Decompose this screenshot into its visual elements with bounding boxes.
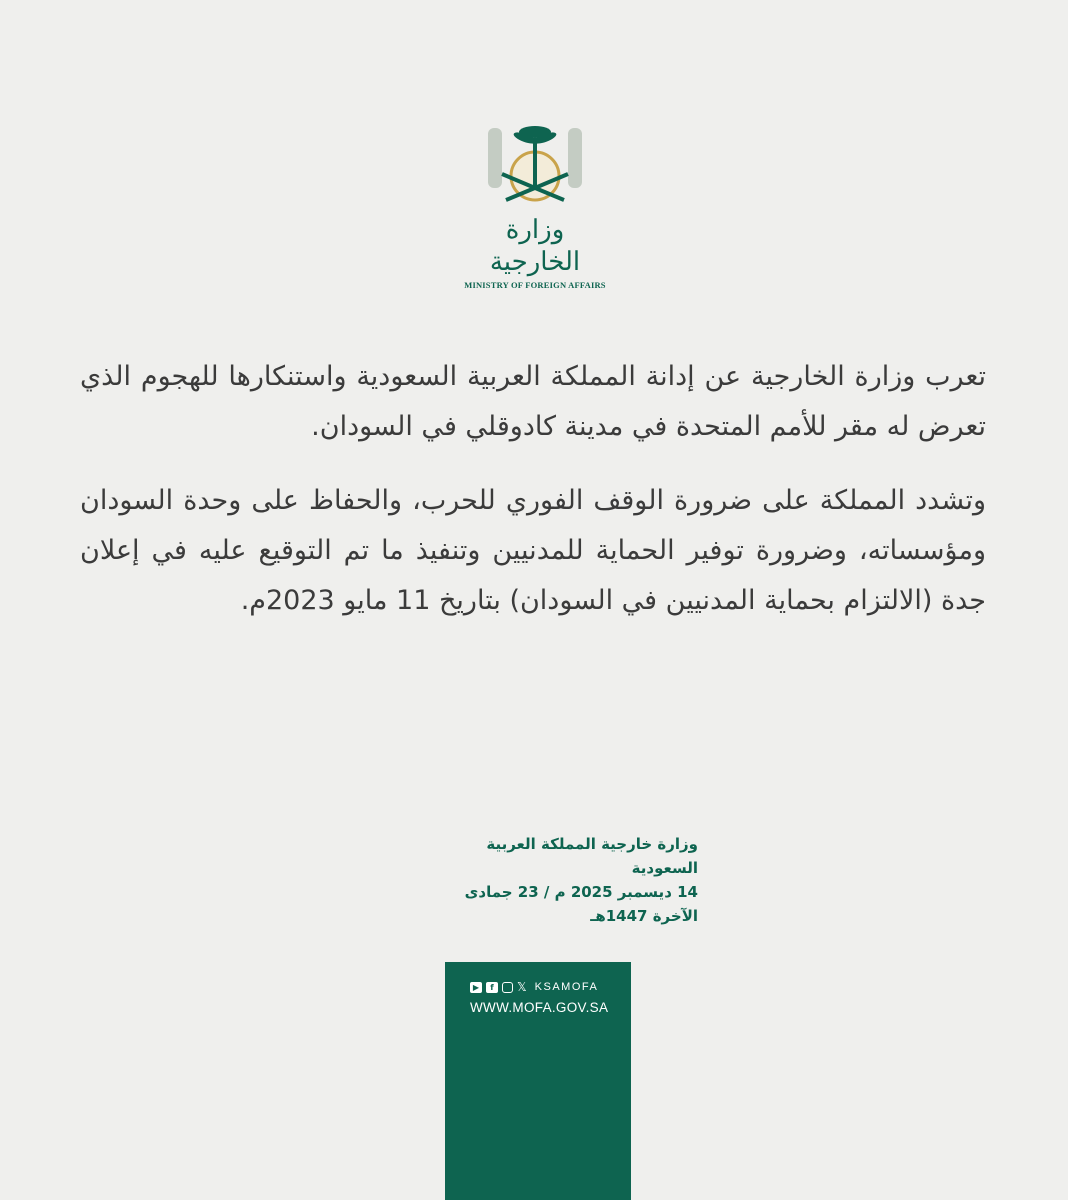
- logo-arabic-name: وزارة الخارجية: [489, 215, 581, 277]
- palm-swords-emblem-icon: [480, 118, 590, 208]
- statement-paragraph: تعرب وزارة الخارجية عن إدانة المملكة العربية السعودية واستنكارها للهجوم الذي تعرض له مقر للأمم المتحدة في مدينة كادوقلي في السودان.: [80, 361, 986, 442]
- statement-body: [80, 352, 986, 650]
- statement-paragraph: وتشدد المملكة على ضرورة الوقف الفوري للحرب، والحفاظ على وحدة السودان ومؤسساته، وضرورة توفير الحماية للمدنيين وتنفيذ ما تم التوقيع عليه في إعلان جدة (الالتزام بحماية المدنيين في السودان) بتاريخ 11 مايو 2023م.: [80, 485, 986, 616]
- ministry-logo: [460, 118, 610, 290]
- issuer-name: وزارة خارجية المملكة العربية السعودية: [486, 835, 698, 877]
- signature-block: [440, 832, 698, 928]
- issue-date: 14 ديسمبر 2025 م / 23 جمادى الآخرة 1447هـ: [464, 883, 698, 925]
- youtube-icon[interactable]: ▶: [470, 982, 482, 993]
- website-link[interactable]: WWW.MOFA.GOV.SA: [470, 1000, 609, 1015]
- instagram-icon[interactable]: [502, 982, 513, 993]
- footer-contact-box: [445, 962, 631, 1200]
- facebook-icon[interactable]: f: [486, 982, 498, 993]
- logo-english-name: MINISTRY OF FOREIGN AFFAIRS: [464, 280, 606, 290]
- x-icon[interactable]: 𝕏: [517, 980, 527, 994]
- social-handle: KSAMOFA: [534, 981, 599, 993]
- social-links: [470, 980, 598, 994]
